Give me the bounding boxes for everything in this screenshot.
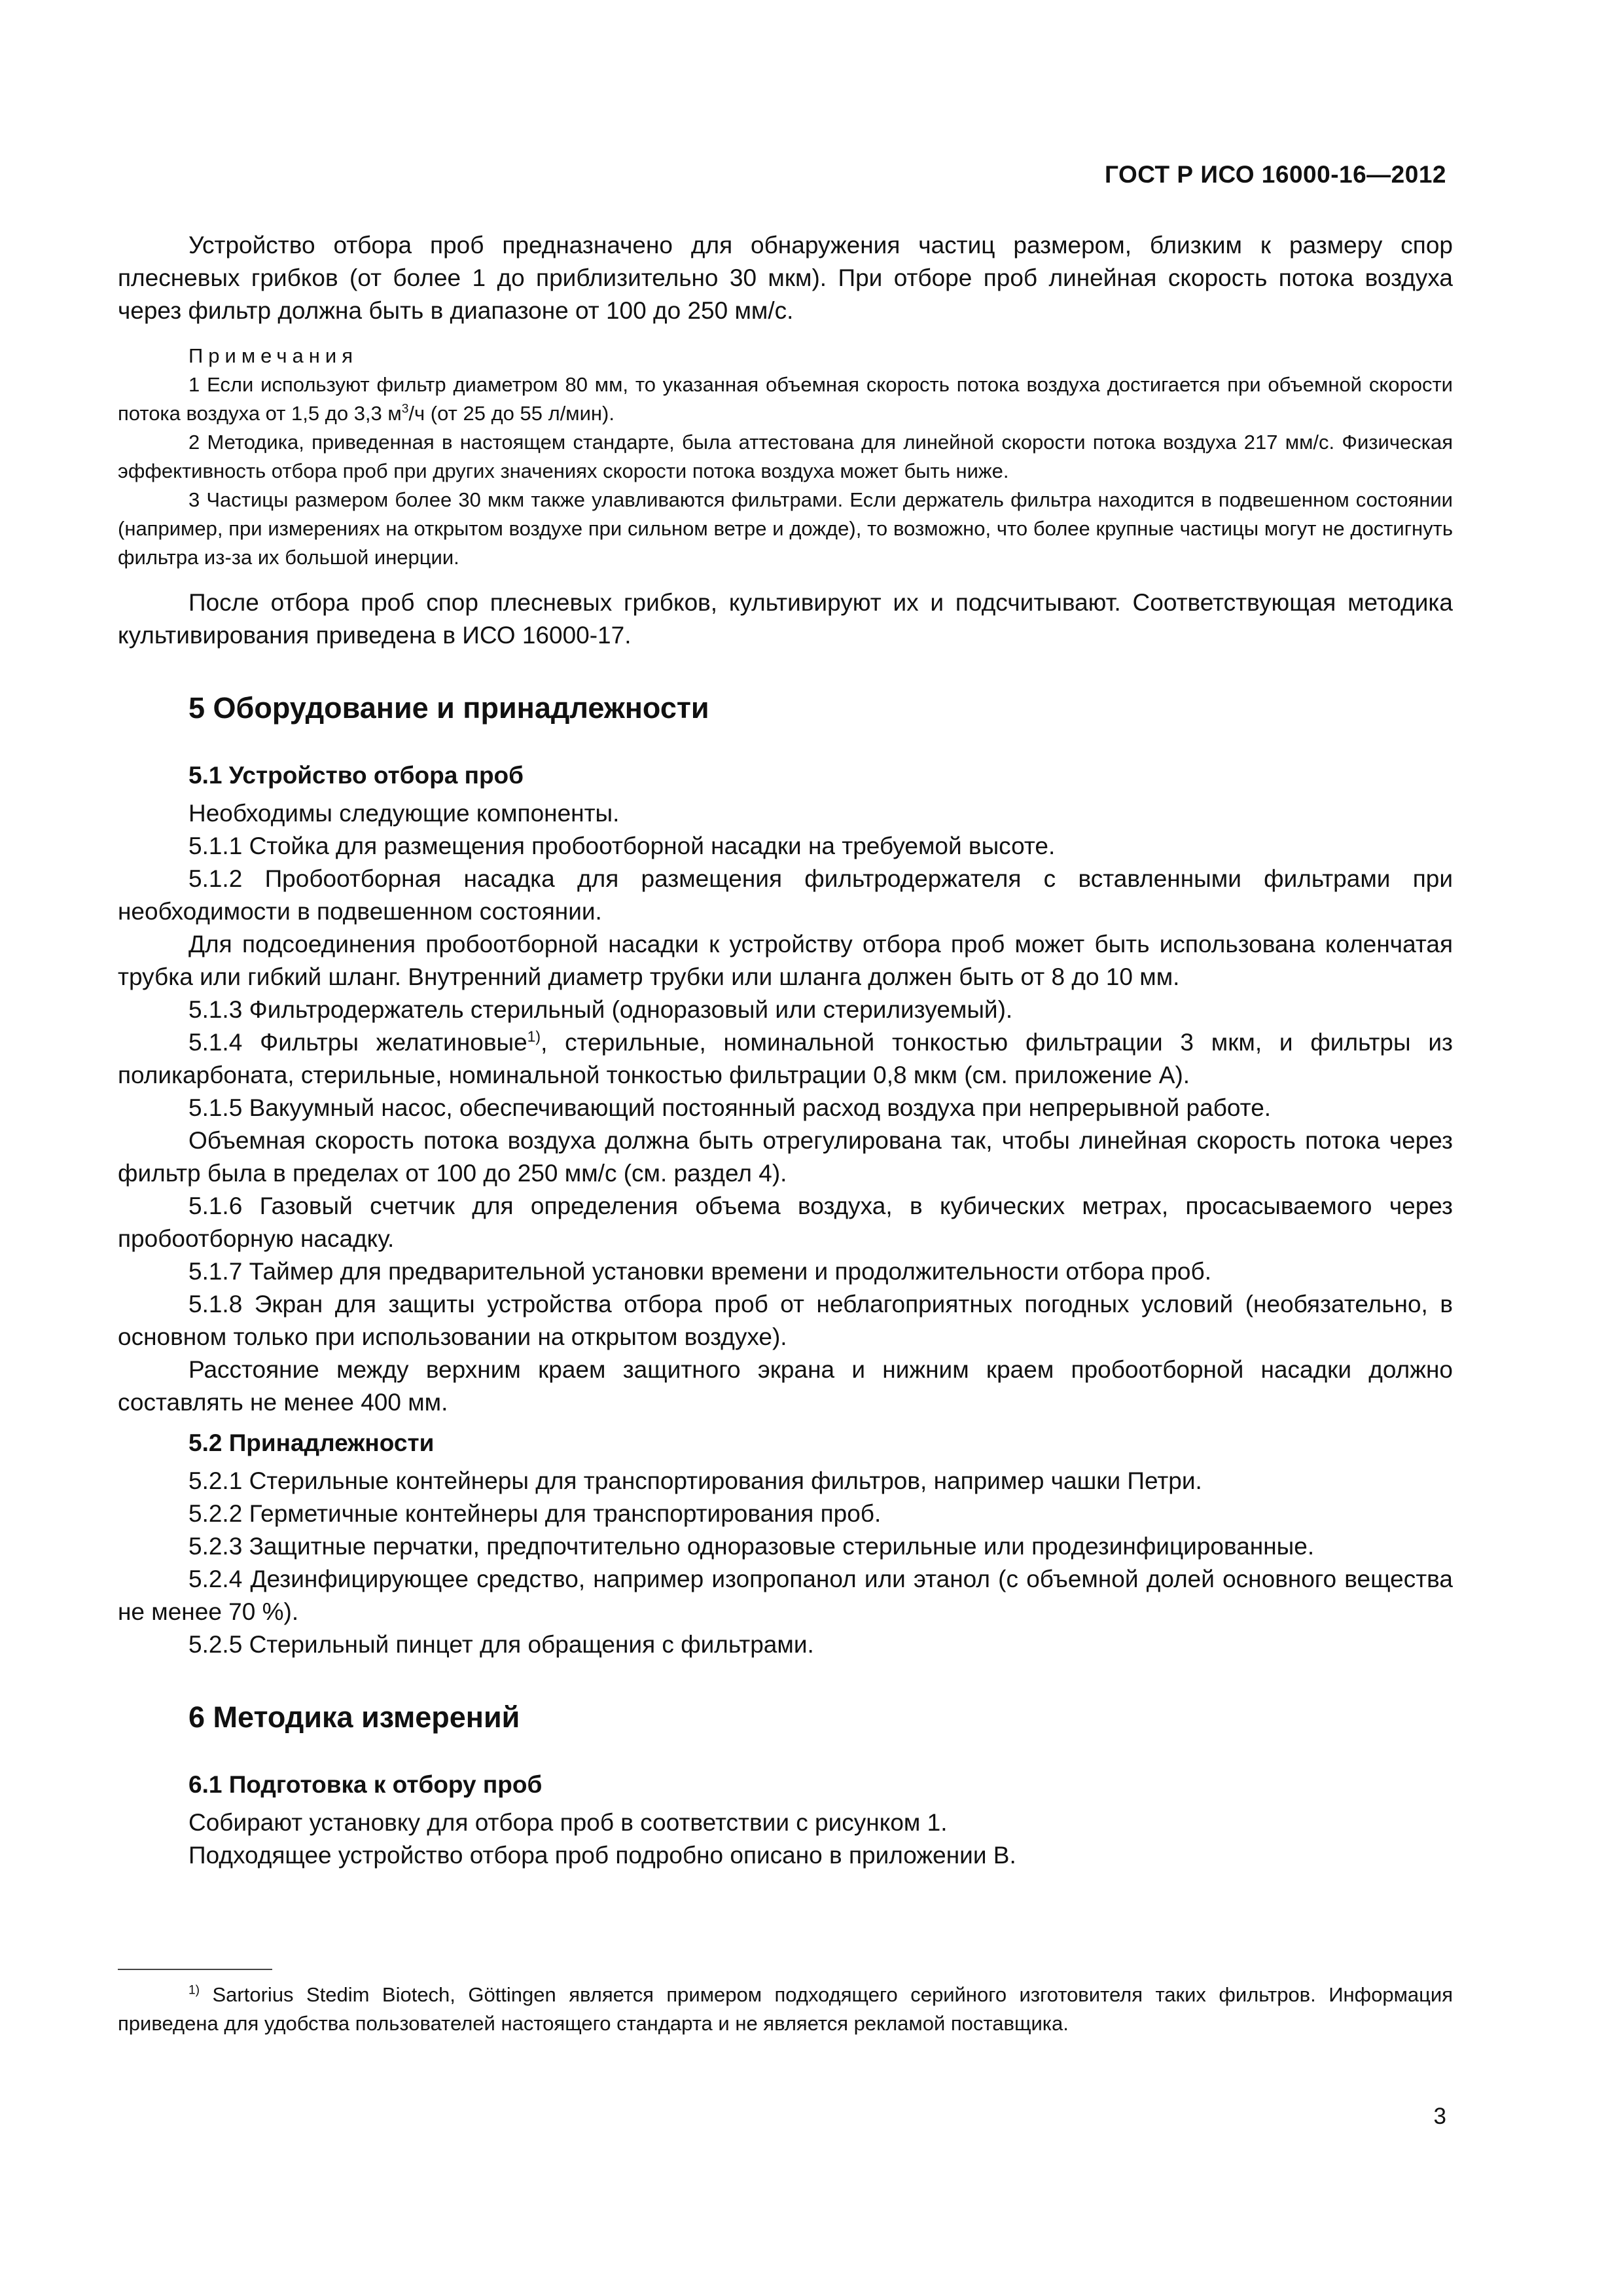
item-5-1-4-text-b: , стерильные, номинальной тонкостью фильтрации 3 мкм, и фильтры из поликарбоната, стерильные, номинальной тонкостью фильтрации 0,8 мкм (см. приложение А). bbox=[118, 1029, 1453, 1088]
subsection-5-1-intro: Необходимы следующие компоненты. bbox=[188, 800, 620, 827]
footnote-reference: 1) bbox=[527, 1028, 541, 1045]
item-5-1-4-text-a: 5.1.4 Фильтры желатиновые bbox=[188, 1029, 527, 1056]
item-5-2-3: 5.2.3 Защитные перчатки, предпочтительно одноразовые стерильные или продезинфицированные. bbox=[188, 1533, 1315, 1560]
section-6-1-paragraph-1: Собирают установку для отбора проб в соответствии с рисунком 1. bbox=[188, 1809, 948, 1836]
note-3: 3 Частицы размером более 30 мкм также улавливаются фильтрами. Если держатель фильтра находится в подвешенном состоянии (например, при измерениях на открытом воздухе при сильном ветре и дожде), то возможно, что более крупные частицы могут не достигнуть фильтра из-за их большой инерции. bbox=[118, 488, 1453, 569]
note-2: 2 Методика, приведенная в настоящем стандарте, была аттестована для линейной скорости потока воздуха 217 мм/с. Физическая эффективность отбора проб при других значениях скорости потока воздуха может быть ниже. bbox=[118, 431, 1453, 482]
page-number: 3 bbox=[1433, 2104, 1446, 2129]
item-5-1-3: 5.1.3 Фильтродержатель стерильный (одноразовый или стерилизуемый). bbox=[188, 996, 1013, 1023]
item-5-1-8: 5.1.8 Экран для защиты устройства отбора проб от неблагоприятных погодных условий (необязательно, в основном только при использовании на открытом воздухе). bbox=[118, 1291, 1453, 1350]
page-body bbox=[118, 229, 1453, 1872]
note-1-superscript: 3 bbox=[401, 402, 409, 416]
item-5-1-5: 5.1.5 Вакуумный насос, обеспечивающий постоянный расход воздуха при непрерывной работе. bbox=[188, 1094, 1272, 1121]
item-5-2-5: 5.2.5 Стерильный пинцет для обращения с фильтрами. bbox=[188, 1631, 814, 1658]
item-5-1-7: 5.1.7 Таймер для предварительной установки времени и продолжительности отбора проб. bbox=[188, 1258, 1211, 1285]
item-5-1-8-extra: Расстояние между верхним краем защитного экрана и нижним краем пробоотборной насадки должно составлять не менее 400 мм. bbox=[118, 1356, 1453, 1416]
item-5-2-4: 5.2.4 Дезинфицирующее средство, например изопропанол или этанол (с объемной долей основного вещества не менее 70 %). bbox=[118, 1566, 1453, 1625]
item-5-1-1: 5.1.1 Стойка для размещения пробоотборной насадки на требуемой высоте. bbox=[188, 833, 1056, 859]
section-5-title: 5 Оборудование и принадлежности bbox=[188, 691, 709, 725]
standard-code-header: ГОСТ Р ИСО 16000-16—2012 bbox=[1104, 161, 1446, 188]
footnote-separator bbox=[118, 1969, 272, 1970]
item-5-1-2-extra: Для подсоединения пробоотборной насадки к устройству отбора проб может быть использована коленчатая трубка или гибкий шланг. Внутренний диаметр трубки или шланга должен быть от 8 до 10 мм. bbox=[118, 931, 1453, 990]
note-1-text-a: 1 Если используют фильтр диаметром 80 мм, то указанная объемная скорость потока воздуха достигается при объемной скорости потока воздуха от 1,5 до 3,3 м bbox=[118, 373, 1453, 425]
subsection-5-2-title: 5.2 Принадлежности bbox=[188, 1429, 435, 1456]
note-1 bbox=[118, 370, 1453, 428]
footnote-text: Sartorius Stedim Biotech, Göttingen является примером подходящего серийного изготовителя таких фильтров. Информация приведена для удобства пользователей настоящего стандарта и не является рекламой поставщика. bbox=[118, 1983, 1453, 2035]
footnote bbox=[118, 1981, 1453, 2038]
intro-paragraph-2: После отбора проб спор плесневых грибков, культивируют их и подсчитывают. Соответствующая методика культивирования приведена в ИСО 16000-17. bbox=[118, 589, 1453, 649]
footnote-marker: 1) bbox=[188, 1983, 200, 1998]
item-5-1-2: 5.1.2 Пробоотборная насадка для размещения фильтродержателя с вставленными фильтрами при необходимости в подвешенном состоянии. bbox=[118, 865, 1453, 925]
section-6-1-paragraph-2: Подходящее устройство отбора проб подробно описано в приложении В. bbox=[188, 1842, 1016, 1869]
subsection-6-1-title: 6.1 Подготовка к отбору проб bbox=[188, 1771, 543, 1798]
section-6-title: 6 Методика измерений bbox=[188, 1700, 520, 1734]
subsection-5-1-title: 5.1 Устройство отбора проб bbox=[188, 762, 524, 789]
item-5-2-1: 5.2.1 Стерильные контейнеры для транспортирования фильтров, например чашки Петри. bbox=[188, 1467, 1202, 1494]
note-1-text-b: /ч (от 25 до 55 л/мин). bbox=[408, 402, 615, 425]
item-5-2-2: 5.2.2 Герметичные контейнеры для транспортирования проб. bbox=[188, 1500, 882, 1527]
intro-paragraph-1: Устройство отбора проб предназначено для обнаружения частиц размером, близким к размеру спор плесневых грибков (от более 1 до приблизительно 30 мкм). При отборе проб линейная скорость потока воздуха через фильтр должна быть в диапазоне от 100 до 250 мм/с. bbox=[118, 232, 1453, 324]
item-5-1-4 bbox=[118, 1026, 1453, 1092]
notes-heading: Примечания bbox=[188, 344, 358, 367]
item-5-1-5-extra: Объемная скорость потока воздуха должна быть отрегулирована так, чтобы линейная скорость потока через фильтр была в пределах от 100 до 250 мм/с (см. раздел 4). bbox=[118, 1127, 1453, 1187]
item-5-1-6: 5.1.6 Газовый счетчик для определения объема воздуха, в кубических метрах, просасываемого через пробоотборную насадку. bbox=[118, 1193, 1453, 1252]
